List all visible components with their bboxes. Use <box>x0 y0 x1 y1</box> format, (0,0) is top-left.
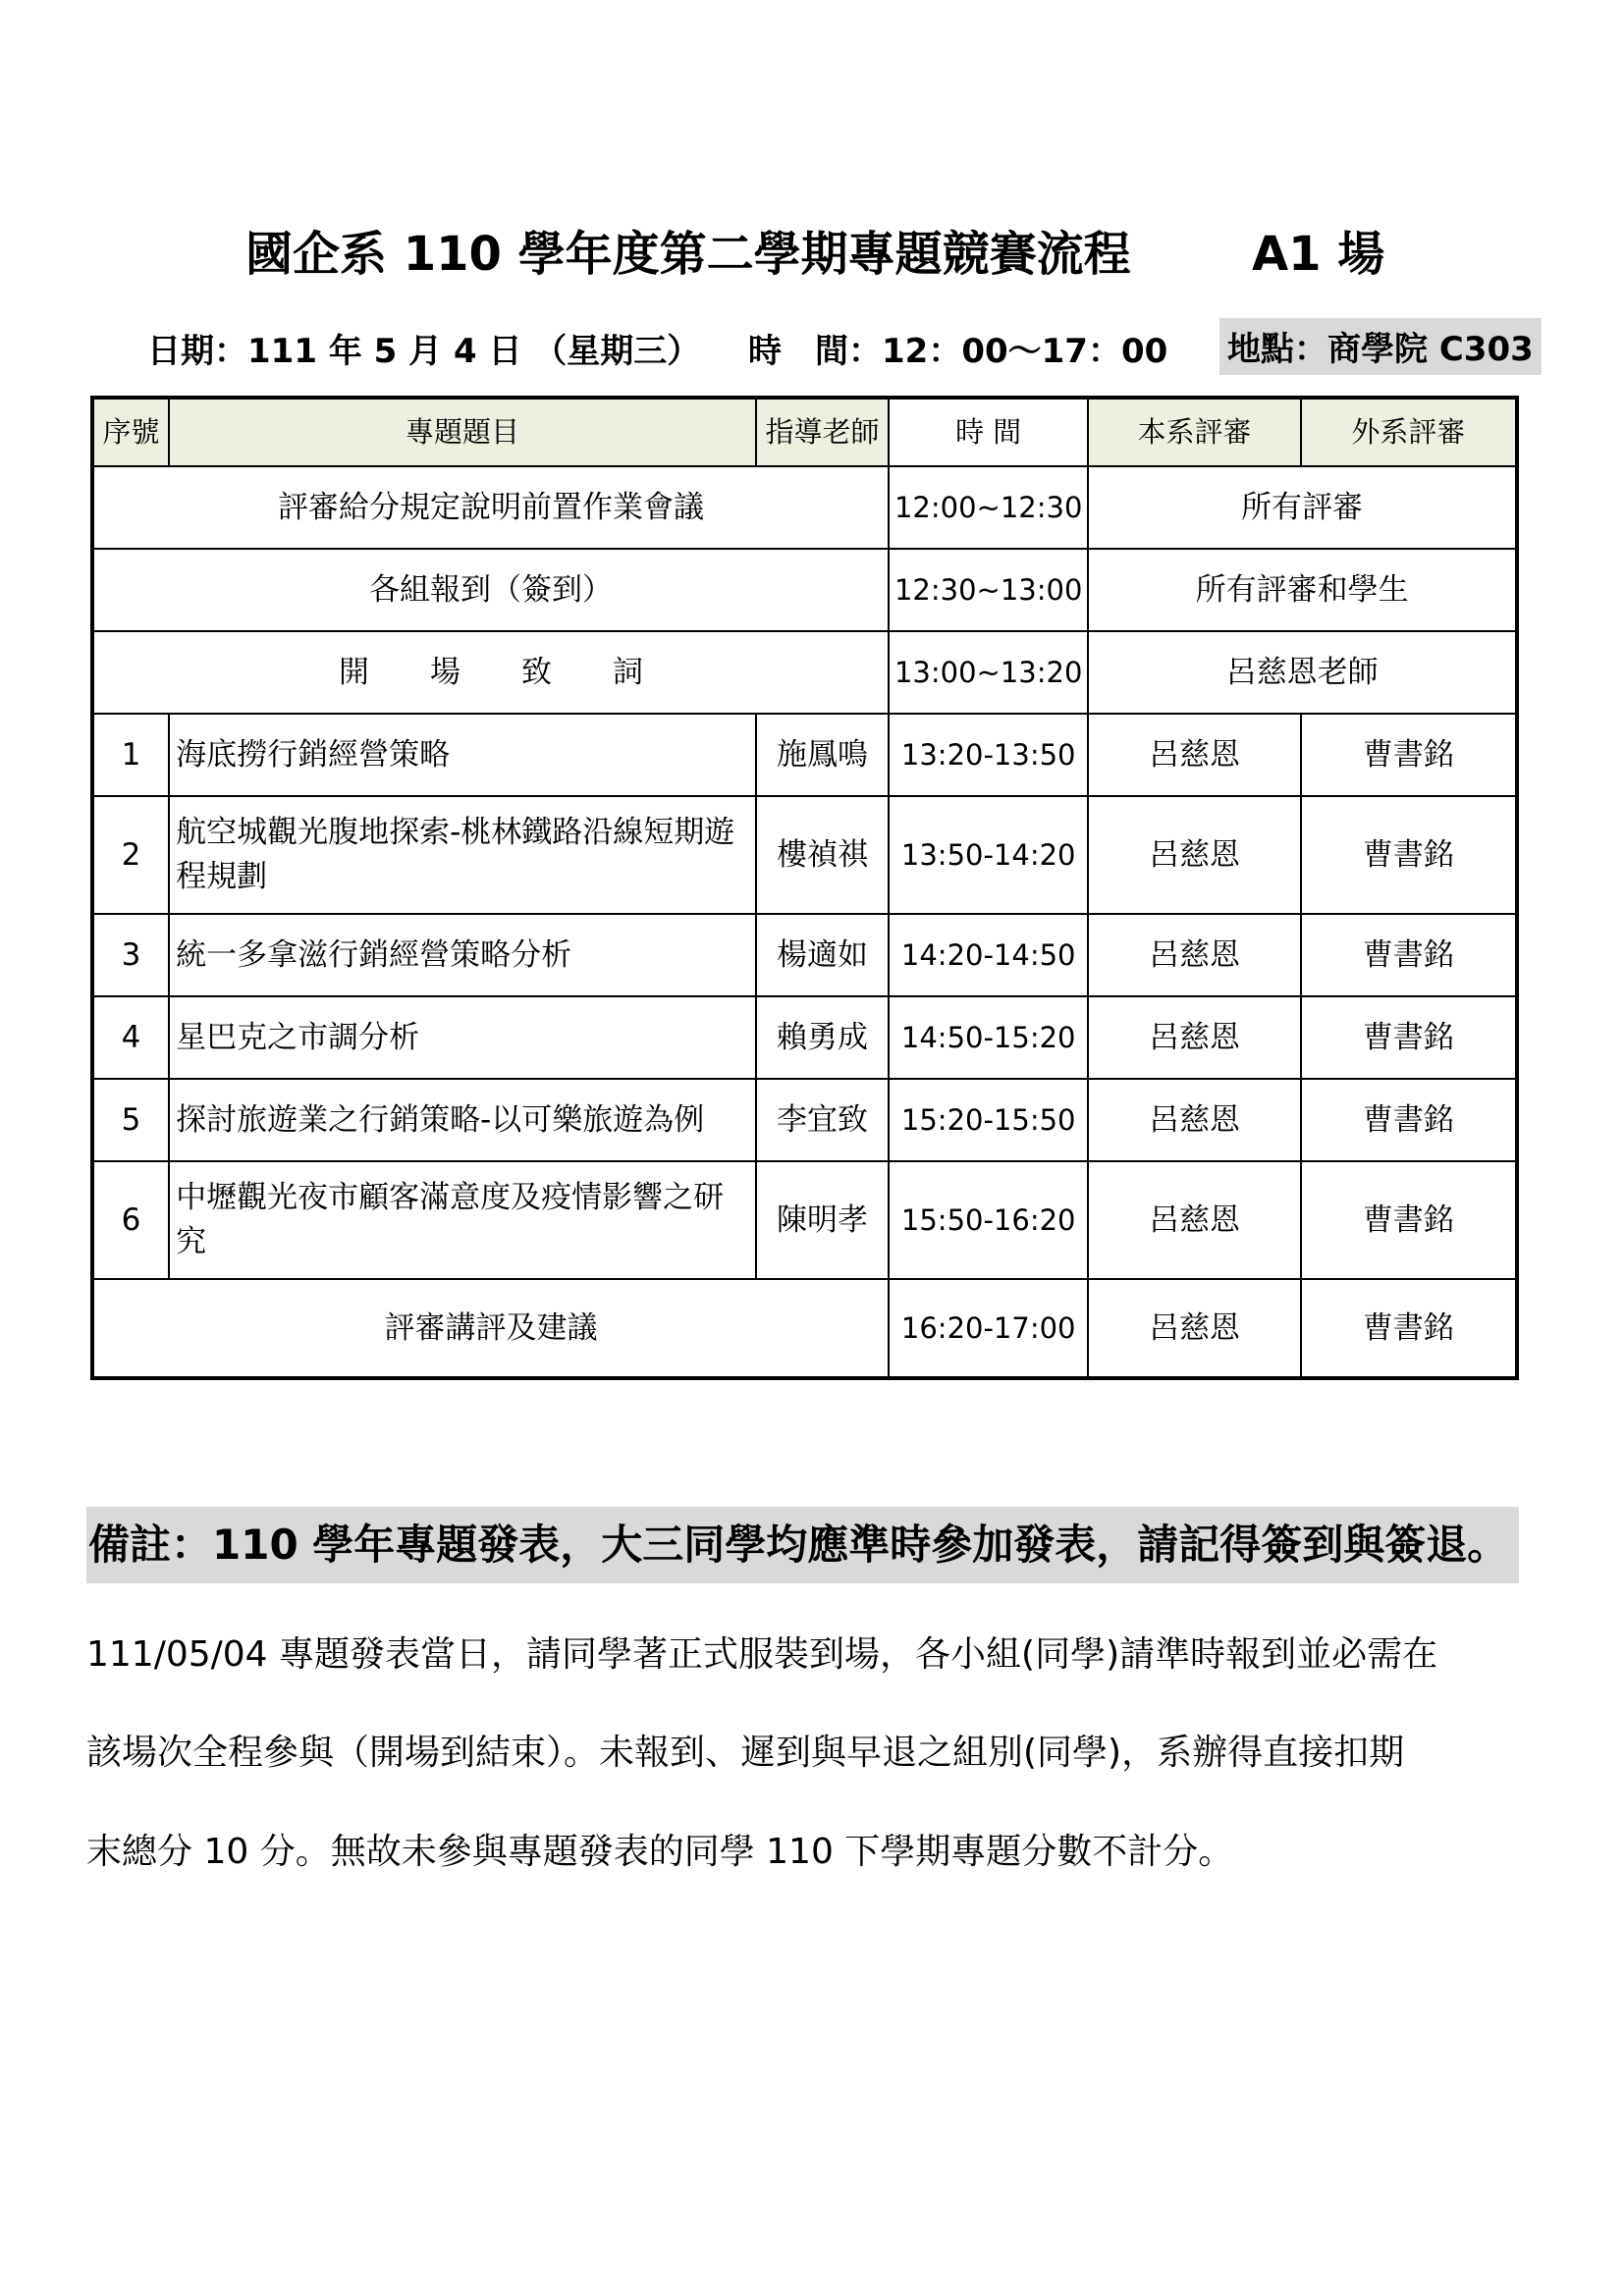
row-time: 14:20-14:50 <box>889 914 1088 996</box>
event-location: 地點：商學院 C303 <box>1219 318 1542 375</box>
row-topic: 星巴克之市調分析 <box>169 996 756 1079</box>
table-row <box>92 714 1517 796</box>
row-no: 6 <box>92 1161 169 1279</box>
session-time: 12:00~12:30 <box>889 466 1088 549</box>
row-time: 13:50-14:20 <box>889 796 1088 914</box>
session-title: 各組報到（簽到） <box>92 549 889 631</box>
row-no: 4 <box>92 996 169 1079</box>
table-row <box>92 914 1517 996</box>
row-external-judge: 曹書銘 <box>1301 1161 1517 1279</box>
closing-external-judge: 曹書銘 <box>1301 1279 1517 1378</box>
document-title <box>0 216 1624 285</box>
session-row <box>92 631 1517 714</box>
session-row <box>92 466 1517 549</box>
closing-time: 16:20-17:00 <box>889 1279 1088 1378</box>
row-external-judge: 曹書銘 <box>1301 1079 1517 1161</box>
row-external-judge: 曹書銘 <box>1301 714 1517 796</box>
table-row <box>92 1161 1517 1279</box>
row-no: 2 <box>92 796 169 914</box>
row-topic: 統一多拿滋行銷經營策略分析 <box>169 914 756 996</box>
row-topic: 中壢觀光夜市顧客滿意度及疫情影響之研究 <box>169 1161 756 1279</box>
event-date: 日期：111 年 5 月 4 日 （星期三） <box>147 332 701 371</box>
header-no: 序號 <box>92 398 169 466</box>
session-judges: 呂慈恩老師 <box>1088 631 1517 714</box>
row-topic: 海底撈行銷經營策略 <box>169 714 756 796</box>
row-time: 15:20-15:50 <box>889 1079 1088 1161</box>
table-header-row <box>92 398 1517 466</box>
header-topic: 專題題目 <box>169 398 756 466</box>
row-internal-judge: 呂慈恩 <box>1088 1161 1300 1279</box>
session-title: 評審給分規定說明前置作業會議 <box>92 466 889 549</box>
row-advisor: 樓禎祺 <box>756 796 889 914</box>
row-external-judge: 曹書銘 <box>1301 996 1517 1079</box>
session-judges: 所有評審和學生 <box>1088 549 1517 631</box>
row-time: 15:50-16:20 <box>889 1161 1088 1279</box>
row-external-judge: 曹書銘 <box>1301 796 1517 914</box>
table-row <box>92 996 1517 1079</box>
row-time: 13:20-13:50 <box>889 714 1088 796</box>
session-time: 13:00~13:20 <box>889 631 1088 714</box>
row-no: 5 <box>92 1079 169 1161</box>
table-row <box>92 1079 1517 1161</box>
page-title: 國企系 110 學年度第二學期專題競賽流程 <box>245 227 1131 282</box>
schedule-table <box>90 396 1519 1380</box>
row-advisor: 陳明孝 <box>756 1161 889 1279</box>
closing-row <box>92 1279 1517 1378</box>
row-internal-judge: 呂慈恩 <box>1088 1079 1300 1161</box>
row-internal-judge: 呂慈恩 <box>1088 714 1300 796</box>
row-topic: 探討旅遊業之行銷策略-以可樂旅遊為例 <box>169 1079 756 1161</box>
row-internal-judge: 呂慈恩 <box>1088 796 1300 914</box>
remark-highlight: 備註：110 學年專題發表，大三同學均應準時參加發表，請記得簽到與簽退。 <box>86 1507 1519 1583</box>
session-title: 開 場 致 詞 <box>92 631 889 714</box>
notice-line-1: 111/05/04 專題發表當日，請同學著正式服裝到場，各小組(同學)請準時報到並必需在 <box>86 1634 1438 1675</box>
header-time: 時 間 <box>889 398 1088 466</box>
session-time: 12:30~13:00 <box>889 549 1088 631</box>
row-advisor: 李宜致 <box>756 1079 889 1161</box>
event-time: 時 間：12：00～17：00 <box>748 332 1168 371</box>
notice-line-2: 該場次全程參與（開場到結束）。未報到、遲到與早退之組別(同學)，系辦得直接扣期 <box>86 1733 1405 1773</box>
header-internal-judge: 本系評審 <box>1088 398 1300 466</box>
closing-internal-judge: 呂慈恩 <box>1088 1279 1300 1378</box>
row-internal-judge: 呂慈恩 <box>1088 914 1300 996</box>
row-time: 14:50-15:20 <box>889 996 1088 1079</box>
row-internal-judge: 呂慈恩 <box>1088 996 1300 1079</box>
row-advisor: 楊適如 <box>756 914 889 996</box>
header-advisor: 指導老師 <box>756 398 889 466</box>
row-no: 1 <box>92 714 169 796</box>
session-judges: 所有評審 <box>1088 466 1517 549</box>
row-topic: 航空城觀光腹地探索-桃林鐵路沿線短期遊程規劃 <box>169 796 756 914</box>
row-advisor: 施鳳鳴 <box>756 714 889 796</box>
row-external-judge: 曹書銘 <box>1301 914 1517 996</box>
row-no: 3 <box>92 914 169 996</box>
notice-line-3: 末總分 10 分。無故未參與專題發表的同學 110 下學期專題分數不計分。 <box>86 1832 1234 1872</box>
table-row <box>92 796 1517 914</box>
header-external-judge: 外系評審 <box>1301 398 1517 466</box>
session-row <box>92 549 1517 631</box>
venue-label: A1 場 <box>1252 227 1385 282</box>
row-advisor: 賴勇成 <box>756 996 889 1079</box>
closing-title: 評審講評及建議 <box>92 1279 889 1378</box>
